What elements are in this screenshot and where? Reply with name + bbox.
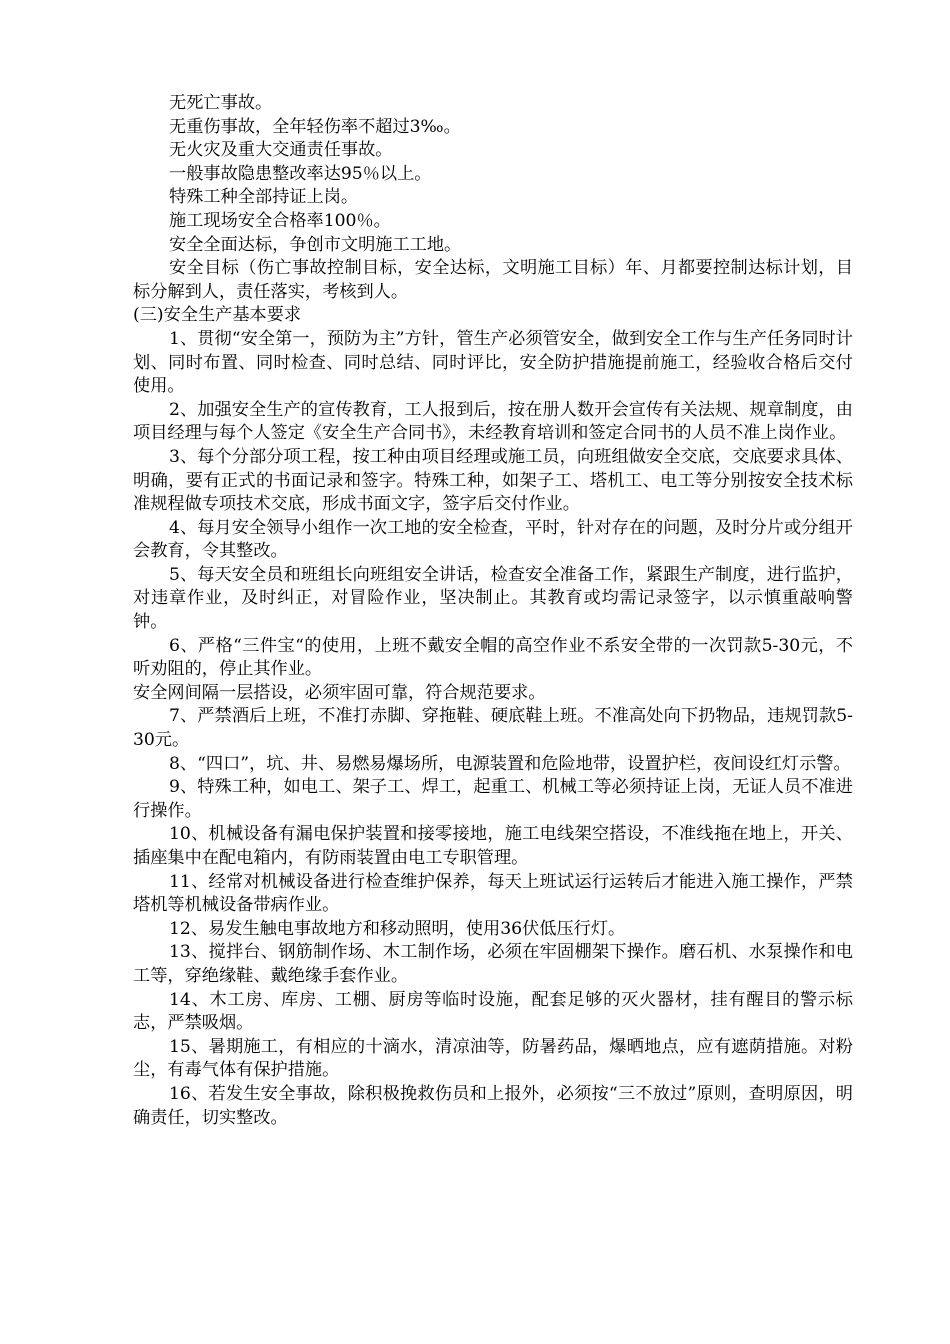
safety-net-line: 安全网间隔一层搭设，必须牢固可靠，符合规范要求。: [133, 682, 546, 703]
requirement-item-1: 1、贯彻“安全第一，预防为主”方针，管生产必须管安全，做到安全工作与生产任务同时计划、同时布置、同时检查、同时总结、同时评比，安全防护措施提前施工，经验收合格后交付使用。: [133, 328, 853, 397]
requirement-item-3: 3、每个分部分项工程，按工种由项目经理或施工员，向班组做安全交底，交底要求具体、明确，要有正式的书面记录和签字。特殊工种，如架子工、塔机工、电工等分别按安全技术标准规程做专项技术交底，形成书面文字，签字后交付作业。: [133, 446, 853, 515]
requirement-item-12: 12、易发生触电事故地方和移动照明，使用36伏低压行灯。: [169, 918, 626, 939]
goal-line-6: 施工现场安全合格率100％。: [169, 210, 391, 231]
requirement-item-16: 16、若发生安全事故，除积极挽救伤员和上报外，必须按“三不放过”原则，查明原因，明确责任，切实整改。: [133, 1083, 853, 1128]
document-page: [133, 92, 853, 1130]
requirement-item-11: 11、经常对机械设备进行检查维护保养，每天上班试运行运转后才能进入施工操作，严禁塔机等机械设备带病作业。: [133, 871, 853, 916]
goal-line-7: 安全全面达标，争创市文明施工工地。: [169, 234, 462, 255]
requirement-item-14: 14、木工房、库房、工棚、厨房等临时设施，配套足够的灭火器材，挂有醒目的警示标志，严禁吸烟。: [133, 989, 853, 1034]
requirement-item-4: 4、每月安全领导小组作一次工地的安全检查，平时，针对存在的问题，及时分片或分组开会教育，令其整改。: [133, 517, 853, 562]
requirement-item-10: 10、机械设备有漏电保护装置和接零接地，施工电线架空搭设，不准线拖在地上，开关、插座集中在配电箱内，有防雨装置由电工专职管理。: [133, 824, 853, 868]
requirement-item-9: 9、特殊工种，如电工、架子工、焊工，起重工、机械工等必须持证上岗，无证人员不准进行操作。: [133, 777, 853, 821]
requirement-item-6: 6、严格“三件宝“的使用，上班不戴安全帽的高空作业不系安全带的一次罚款5-30元，不听劝阻的，停止其作业。: [133, 635, 853, 680]
requirement-item-8: 8、“四口”，坑、井、易燃易爆场所，电源装置和危险地带，设置护栏，夜间设红灯示警。: [169, 753, 851, 774]
requirement-item-7: 7、严禁酒后上班，不准打赤脚、穿拖鞋、硬底鞋上班。不准高处向下扔物品，违规罚款5-30元。: [133, 706, 853, 751]
requirement-item-15: 15、暑期施工，有相应的十滴水，清凉油等，防暑药品，爆晒地点，应有遮荫措施。对粉尘，有毒气体有保护措施。: [133, 1036, 853, 1081]
goal-summary-paragraph: 安全目标（伤亡事故控制目标，安全达标，文明施工目标）年、月都要控制达标计划，目标分解到人，责任落实，考核到人。: [133, 258, 853, 302]
goal-line-5: 特殊工种全部持证上岗。: [169, 187, 359, 208]
requirement-item-13: 13、搅拌台、钢筋制作场、木工制作场，必须在牢固棚架下操作。磨石机、水泵操作和电工等，穿绝缘鞋、戴绝缘手套作业。: [133, 942, 853, 986]
goal-line-2: 无重伤事故，全年轻伤率不超过3‰。: [169, 116, 461, 137]
section-heading: (三)安全生产基本要求: [133, 305, 302, 326]
requirement-item-2: 2、加强安全生产的宣传教育，工人报到后，按在册人数开会宣传有关法规、规章制度，由项目经理与每个人签定《安全生产合同书》，未经教育培训和签定合同书的人员不准上岗作业。: [133, 399, 853, 444]
goal-line-4: 一般事故隐患整改率达95％以上。: [169, 163, 432, 184]
requirement-item-5: 5、每天安全员和班组长向班组安全讲话，检查安全准备工作，紧跟生产制度，进行监护，对违章作业，及时纠正，对冒险作业，坚决制止。其教育或均需记录签字，以示慎重敲响警钟。: [133, 564, 853, 633]
goal-line-1: 无死亡事故。: [169, 93, 273, 113]
goal-line-3: 无火灾及重大交通责任事故。: [169, 140, 393, 161]
